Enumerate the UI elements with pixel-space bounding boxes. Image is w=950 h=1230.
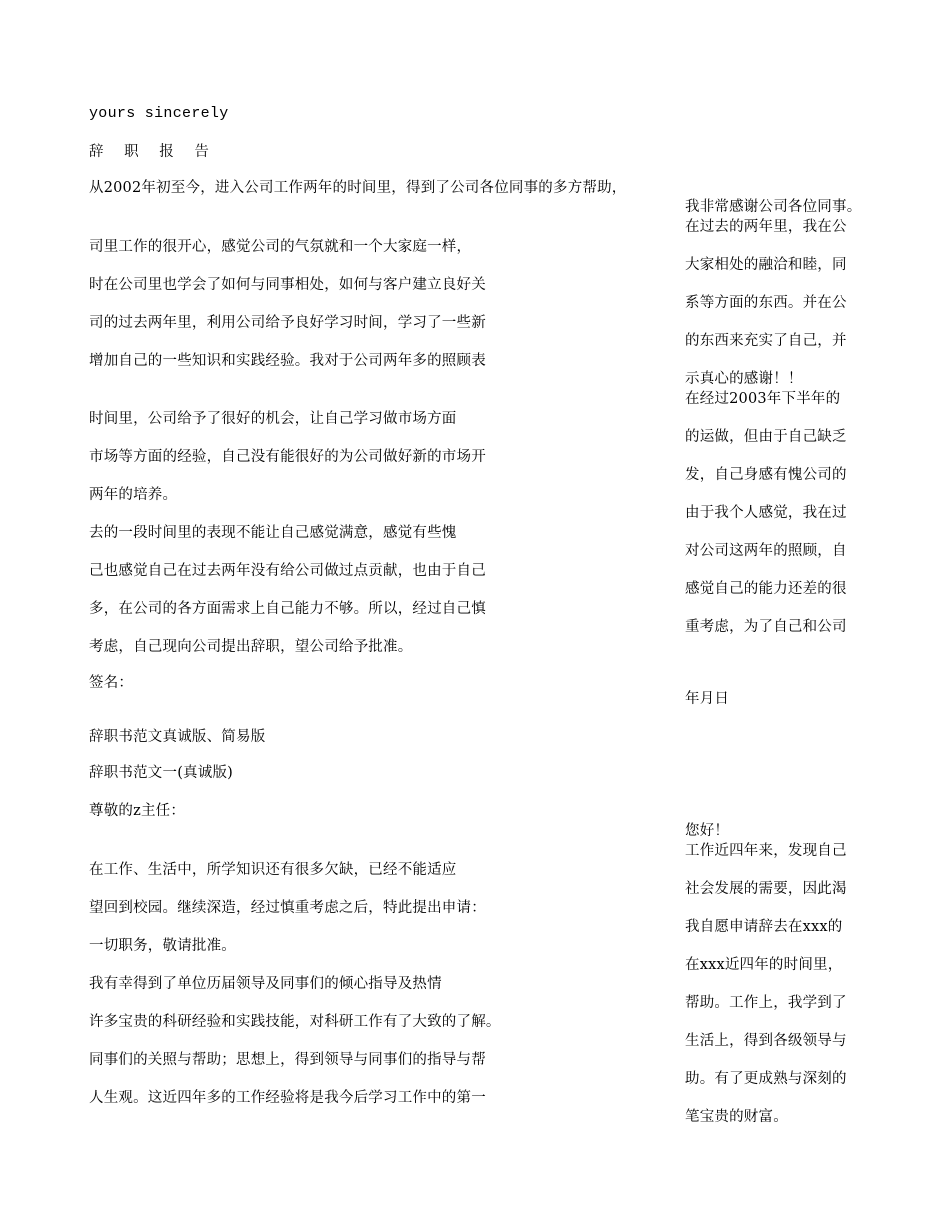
body-line: 我有幸得到了单位历届领导及同事们的倾心指导及热情 bbox=[89, 976, 442, 992]
body-line: 感觉自己的能力还差的很 bbox=[685, 581, 847, 597]
body-line: 司里工作的很开心，感觉公司的气氛就和一个大家庭一样， bbox=[89, 239, 472, 255]
body-line: 在工作、生活中，所学知识还有很多欠缺，已经不能适应 bbox=[89, 862, 457, 878]
salutation: 尊敬的z主任： bbox=[89, 803, 186, 819]
body-line: 同事们的关照与帮助；思想上，得到领导与同事们的指导与帮 bbox=[89, 1052, 486, 1068]
body-line: 助。有了更成熟与深刻的 bbox=[685, 1071, 847, 1087]
body-line: 生活上，得到各级领导与 bbox=[685, 1033, 847, 1049]
body-line: 对公司这两年的照顾，自 bbox=[685, 543, 847, 559]
body-line: 系等方面的东西。并在公 bbox=[685, 295, 847, 311]
signature-label: 签名： bbox=[89, 675, 134, 691]
body-line: 帮助。工作上，我学到了 bbox=[685, 995, 847, 1011]
body-line: 多，在公司的各方面需求上自己能力不够。所以，经过自己慎 bbox=[89, 601, 486, 617]
body-line: 增加自己的一些知识和实践经验。我对于公司两年多的照顾表 bbox=[89, 353, 486, 369]
section-subheading: 辞职书范文一(真诚版) bbox=[89, 765, 234, 781]
body-line: 己也感觉自己在过去两年没有给公司做过点贡献，也由于自己 bbox=[89, 563, 486, 579]
body-line: 社会发展的需要，因此渴 bbox=[685, 881, 847, 897]
body-line: 人生观。这近四年多的工作经验将是我今后学习工作中的第一 bbox=[89, 1090, 486, 1106]
body-line: 市场等方面的经验，自己没有能很好的为公司做好新的市场开 bbox=[89, 449, 486, 465]
body-line: 司的过去两年里，利用公司给予良好学习时间，学习了一些新 bbox=[89, 315, 486, 331]
body-line: 大家相处的融洽和睦，同 bbox=[685, 257, 847, 273]
body-line: 时在公司里也学会了如何与同事相处，如何与客户建立良好关 bbox=[89, 277, 486, 293]
body-line: 工作近四年来，发现自己 bbox=[685, 843, 847, 859]
body-line: 考虑，自己现向公司提出辞职，望公司给予批准。 bbox=[89, 639, 413, 655]
body-line: 两年的培养。 bbox=[89, 487, 178, 503]
section-heading: 辞职书范文真诚版、简易版 bbox=[89, 729, 266, 745]
body-line: 去的一段时间里的表现不能让自己感觉满意，感觉有些愧 bbox=[89, 525, 457, 541]
body-line: 示真心的感谢！！ bbox=[685, 371, 803, 387]
body-line: 我自愿申请辞去在xxx的 bbox=[685, 919, 843, 935]
body-line: 许多宝贵的科研经验和实践技能，对科研工作有了大致的了解。 bbox=[89, 1014, 501, 1030]
body-line: 在过去的两年里，我在公 bbox=[685, 219, 847, 235]
body-line: 在xxx近四年的时间里， bbox=[685, 957, 843, 973]
body-line: 发，自己身感有愧公司的 bbox=[685, 467, 847, 483]
body-line: 重考虑，为了自己和公司 bbox=[685, 619, 847, 635]
body-line: 的运做，但由于自己缺乏 bbox=[685, 429, 847, 445]
resignation-report-title: 辞 职 报 告 bbox=[89, 144, 217, 160]
body-line: 由于我个人感觉，我在过 bbox=[685, 505, 847, 521]
body-line: 从2002年初至今，进入公司工作两年的时间里，得到了公司各位同事的多方帮助， bbox=[89, 180, 627, 196]
body-line: 一切职务，敬请批准。 bbox=[89, 938, 236, 954]
date-label: 年月日 bbox=[685, 691, 730, 707]
closing-line: yours sincerely bbox=[89, 105, 229, 122]
body-line: 在经过2003年下半年的 bbox=[685, 391, 841, 407]
body-line: 时间里，公司给予了很好的机会，让自己学习做市场方面 bbox=[89, 411, 457, 427]
body-line: 笔宝贵的财富。 bbox=[685, 1109, 788, 1125]
body-line: 我非常感谢公司各位同事。 bbox=[685, 199, 862, 215]
greeting: 您好！ bbox=[685, 823, 730, 839]
body-line: 的东西来充实了自己，并 bbox=[685, 333, 847, 349]
body-line: 望回到校园。继续深造，经过慎重考虑之后，特此提出申请： bbox=[89, 900, 486, 916]
